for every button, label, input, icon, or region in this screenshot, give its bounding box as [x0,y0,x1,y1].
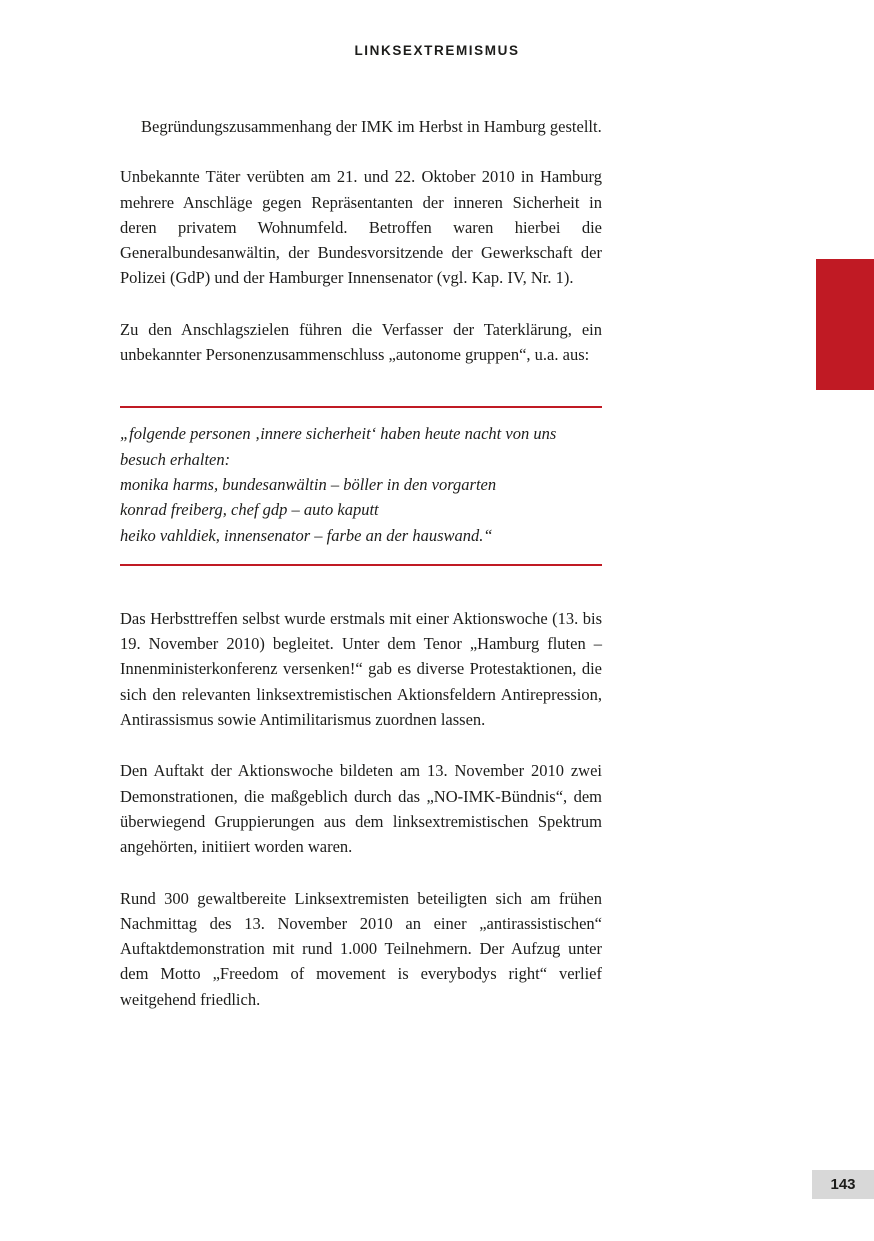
paragraph-continuation: Begründungszusammenhang der IMK im Herbst in Hamburg gestellt. [141,117,602,136]
page-number-badge [812,1170,874,1199]
quote-line: konrad freiberg, chef gdp – auto kaputt [120,500,379,520]
running-header: LINKSEXTREMISMUS [354,43,520,58]
quote-line: „folgende personen ‚innere sicherheit‘ haben heute nacht von uns besuch erhalten: [120,424,557,469]
quote-line: monika harms, bundesanwältin – böller in den vorgarten [120,474,497,494]
paragraph: Den Auftakt der Aktionswoche bildeten am 13. November 2010 zwei Demonstrationen, die maßgeblich durch das „NO-IMK-Bündnis“, dem überwiegend Gruppierungen aus dem linksextremistischen Spektrum angehörten, initiiert worden waren. [120,761,602,857]
blockquote [120,406,602,565]
paragraph: Das Herbsttreffen selbst wurde erstmals mit einer Aktionswoche (13. bis 19. November 2010) begleitet. Unter dem Tenor „Hamburg fluten – Innenministerkonferenz versenken!“ gab es diverse Protestaktionen, die sich den relevanten linksextremistischen Aktionsfeldern Antirepression, Antirassismus sowie Antimilitarismus zuordnen lassen. [120,608,602,730]
paragraph: Rund 300 gewaltbereite Linksextremisten beteiligten sich am frühen Nachmittag des 13. November 2010 an einer „antirassistischen“ Auftaktdemonstration mit rund 1.000 Teilnehmern. Der Aufzug unter dem Motto „Freedom of movement is everybodys right“ verlief weitgehend friedlich. [120,888,602,1009]
paragraph: Zu den Anschlagszielen führen die Verfasser der Taterklärung, ein unbekannter Personenzusammenschluss „autonome gruppen“, u.a. aus: [120,319,602,365]
text-column [120,114,602,1038]
page-number: 143 [830,1176,856,1193]
chapter-side-tab [816,259,874,390]
quote-line: heiko vahldiek, innensenator – farbe an der hauswand.“ [120,525,493,545]
paragraph: Unbekannte Täter verübten am 21. und 22. Oktober 2010 in Hamburg mehrere Anschläge gegen Repräsentanten der inneren Sicherheit in deren privatem Wohnumfeld. Betroffen waren hierbei die Generalbundesanwältin, der Bundesvorsitzende der Gewerkschaft der Polizei (GdP) und der Hamburger Innensenator (vgl. Kap. IV, Nr. 1). [120,167,602,288]
